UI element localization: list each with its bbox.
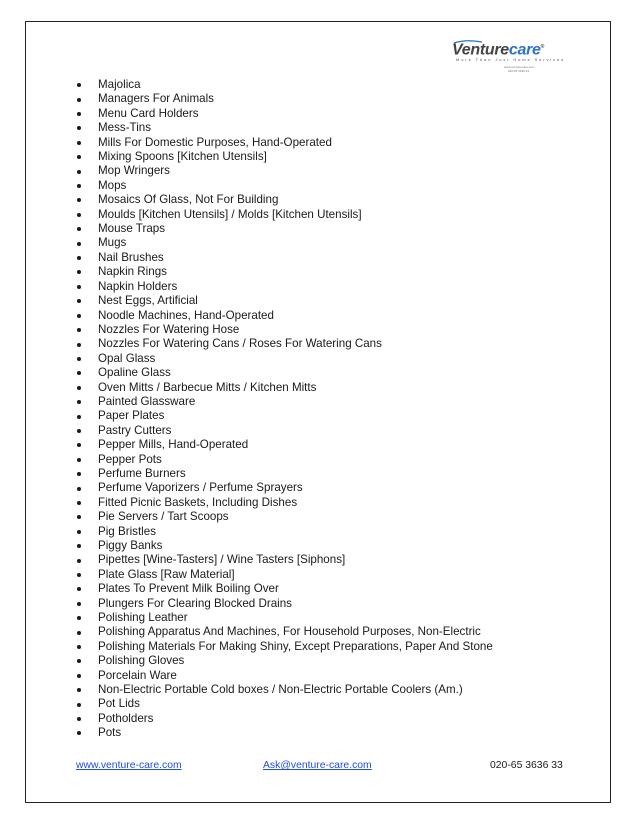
bullet-icon	[77, 587, 81, 591]
list-item	[77, 309, 493, 323]
list-item-text: Pastry Cutters	[98, 423, 172, 437]
list-item	[77, 654, 493, 668]
bullet-icon	[77, 544, 81, 548]
bullet-icon	[77, 83, 81, 87]
list-item-text: Plates To Prevent Milk Boiling Over	[98, 582, 279, 596]
list-item-text: Majolica	[98, 78, 141, 91]
bullet-icon	[77, 731, 81, 735]
list-item-text: Pot Lids	[98, 697, 140, 711]
bullet-icon	[77, 213, 81, 217]
list-item	[77, 352, 493, 366]
list-item-text: Pie Servers / Tart Scoops	[98, 510, 229, 524]
logo-tagline: More Than Just Home Services	[456, 57, 566, 62]
bullet-icon	[77, 170, 81, 174]
list-item-text: Polishing Apparatus And Machines, For Household Purposes, Non-Electric	[98, 625, 481, 639]
footer-phone: 020-65 3636 33	[490, 760, 563, 771]
list-item-text: Nest Eggs, Artificial	[98, 294, 198, 308]
list-item	[77, 294, 493, 308]
list-item-text: Plungers For Clearing Blocked Drains	[98, 596, 292, 610]
list-item-text: Painted Glassware	[98, 394, 196, 408]
list-item	[77, 597, 493, 611]
bullet-icon	[77, 688, 81, 692]
list-item	[77, 222, 493, 236]
bullet-icon	[77, 242, 81, 246]
list-item	[77, 424, 493, 438]
logo-word-suffix: care	[508, 41, 541, 59]
list-item-text: Plate Glass [Raw Material]	[98, 567, 235, 581]
list-item-text: Perfume Vaporizers / Perfume Sprayers	[98, 481, 303, 495]
list-item	[77, 107, 493, 121]
bullet-icon	[77, 415, 81, 419]
list-item-text: Mixing Spoons [Kitchen Utensils]	[98, 150, 267, 164]
bullet-icon	[77, 328, 81, 332]
list-item-text: Polishing Leather	[98, 611, 188, 625]
bullet-icon	[77, 443, 81, 447]
list-item	[77, 453, 493, 467]
bullet-icon	[77, 429, 81, 433]
bullet-icon	[77, 717, 81, 721]
bullet-icon	[77, 285, 81, 289]
list-item-text: Pipettes [Wine-Tasters] / Wine Tasters [Siphons]	[98, 553, 346, 567]
list-item	[77, 683, 493, 697]
list-item	[77, 539, 493, 553]
list-item-text: Polishing Gloves	[98, 654, 185, 668]
bullet-icon	[77, 659, 81, 663]
list-item	[77, 164, 493, 178]
list-item-text: Nozzles For Watering Hose	[98, 322, 240, 336]
bullet-icon	[77, 472, 81, 476]
list-item	[77, 92, 493, 106]
list-item-text: Non-Electric Portable Cold boxes / Non-Electric Portable Coolers (Am.)	[98, 683, 463, 697]
list-item	[77, 525, 493, 539]
list-item-text: Mess-Tins	[98, 121, 152, 135]
list-item	[77, 337, 493, 351]
list-item-text: Pig Bristles	[98, 524, 156, 538]
list-item-text: Porcelain Ware	[98, 668, 177, 682]
bullet-icon	[77, 141, 81, 145]
bullet-icon	[77, 299, 81, 303]
list-item-text: Nail Brushes	[98, 250, 164, 264]
bullet-icon	[77, 198, 81, 202]
bullet-icon	[77, 703, 81, 707]
list-item-text: Mosaics Of Glass, Not For Building	[98, 193, 279, 207]
list-item-text: Fitted Picnic Baskets, Including Dishes	[98, 495, 298, 509]
list-item	[77, 467, 493, 481]
list-item-text: Opaline Glass	[98, 366, 171, 380]
list-item	[77, 481, 493, 495]
bullet-icon	[77, 573, 81, 577]
product-bullet-list	[77, 78, 493, 741]
logo-trademark: ®	[540, 44, 545, 50]
list-item	[77, 640, 493, 654]
list-item-text: Opal Glass	[98, 351, 156, 365]
bullet-icon	[77, 227, 81, 231]
list-item-text: Menu Card Holders	[98, 106, 199, 120]
list-item	[77, 179, 493, 193]
list-item-text: Mouse Traps	[98, 222, 166, 236]
list-item-text: Noodle Machines, Hand-Operated	[98, 308, 274, 322]
footer-email-link[interactable]: Ask@venture-care.com	[263, 760, 372, 771]
bullet-icon	[77, 602, 81, 606]
list-item	[77, 611, 493, 625]
list-item-text: Moulds [Kitchen Utensils] / Molds [Kitchen Utensils]	[98, 207, 362, 221]
list-item-text: Managers For Animals	[98, 92, 214, 106]
list-item-text: Potholders	[98, 711, 154, 725]
bullet-icon	[77, 458, 81, 462]
list-item-text: Pepper Mills, Hand-Operated	[98, 438, 249, 452]
list-item	[77, 121, 493, 135]
list-item-text: Napkin Holders	[98, 279, 178, 293]
list-item	[77, 265, 493, 279]
list-item	[77, 323, 493, 337]
bullet-icon	[77, 515, 81, 519]
bullet-icon	[77, 400, 81, 404]
list-item	[77, 236, 493, 250]
list-item	[77, 510, 493, 524]
bullet-icon	[77, 386, 81, 390]
bullet-icon	[77, 631, 81, 635]
list-item	[77, 251, 493, 265]
list-item	[77, 395, 493, 409]
bullet-icon	[77, 371, 81, 375]
logo-word-prefix: Venture	[452, 41, 509, 59]
list-item	[77, 726, 493, 740]
venture-care-logo	[452, 38, 566, 78]
list-item	[77, 78, 493, 92]
list-item	[77, 697, 493, 711]
bullet-icon	[77, 184, 81, 188]
list-item	[77, 366, 493, 380]
list-item	[77, 669, 493, 683]
bullet-icon	[77, 530, 81, 534]
list-item	[77, 136, 493, 150]
list-item	[77, 280, 493, 294]
list-item-text: Perfume Burners	[98, 466, 186, 480]
list-item	[77, 208, 493, 222]
list-item-text: Napkin Rings	[98, 265, 167, 279]
bullet-icon	[77, 357, 81, 361]
list-item-text: Polishing Materials For Making Shiny, Except Preparations, Paper And Stone	[98, 639, 493, 653]
logo-small-line-2: 020-65 3636 33	[508, 69, 530, 73]
bullet-icon	[77, 343, 81, 347]
list-item	[77, 381, 493, 395]
list-item-text: Piggy Banks	[98, 539, 163, 552]
list-item-text: Mills For Domestic Purposes, Hand-Operated	[98, 135, 332, 149]
list-item	[77, 625, 493, 639]
list-item-text: Pots	[98, 726, 122, 740]
list-item	[77, 438, 493, 452]
list-item	[77, 553, 493, 567]
list-item-text: Oven Mitts / Barbecue Mitts / Kitchen Mitts	[98, 380, 317, 394]
bullet-icon	[77, 674, 81, 678]
bullet-icon	[77, 616, 81, 620]
bullet-icon	[77, 487, 81, 491]
list-item	[77, 496, 493, 510]
bullet-icon	[77, 155, 81, 159]
list-item-text: Paper Plates	[98, 409, 165, 423]
footer-website-link[interactable]: www.venture-care.com	[76, 760, 182, 771]
list-item	[77, 193, 493, 207]
list-item	[77, 582, 493, 596]
list-item-text: Mugs	[98, 236, 127, 250]
logo-small-line-1: www.venture-care.com	[504, 65, 535, 69]
list-item-text: Mops	[98, 178, 127, 192]
list-item-text: Nozzles For Watering Cans / Roses For Watering Cans	[98, 337, 382, 351]
list-item	[77, 712, 493, 726]
bullet-icon	[77, 501, 81, 505]
bullet-icon	[77, 256, 81, 260]
bullet-icon	[77, 314, 81, 318]
list-item-text: Pepper Pots	[98, 452, 162, 466]
bullet-icon	[77, 112, 81, 116]
bullet-icon	[77, 98, 81, 102]
list-item	[77, 409, 493, 423]
bullet-icon	[77, 559, 81, 563]
list-item	[77, 568, 493, 582]
list-item-text: Mop Wringers	[98, 164, 170, 178]
bullet-icon	[77, 126, 81, 130]
list-item	[77, 150, 493, 164]
bullet-icon	[77, 270, 81, 274]
bullet-icon	[77, 645, 81, 649]
